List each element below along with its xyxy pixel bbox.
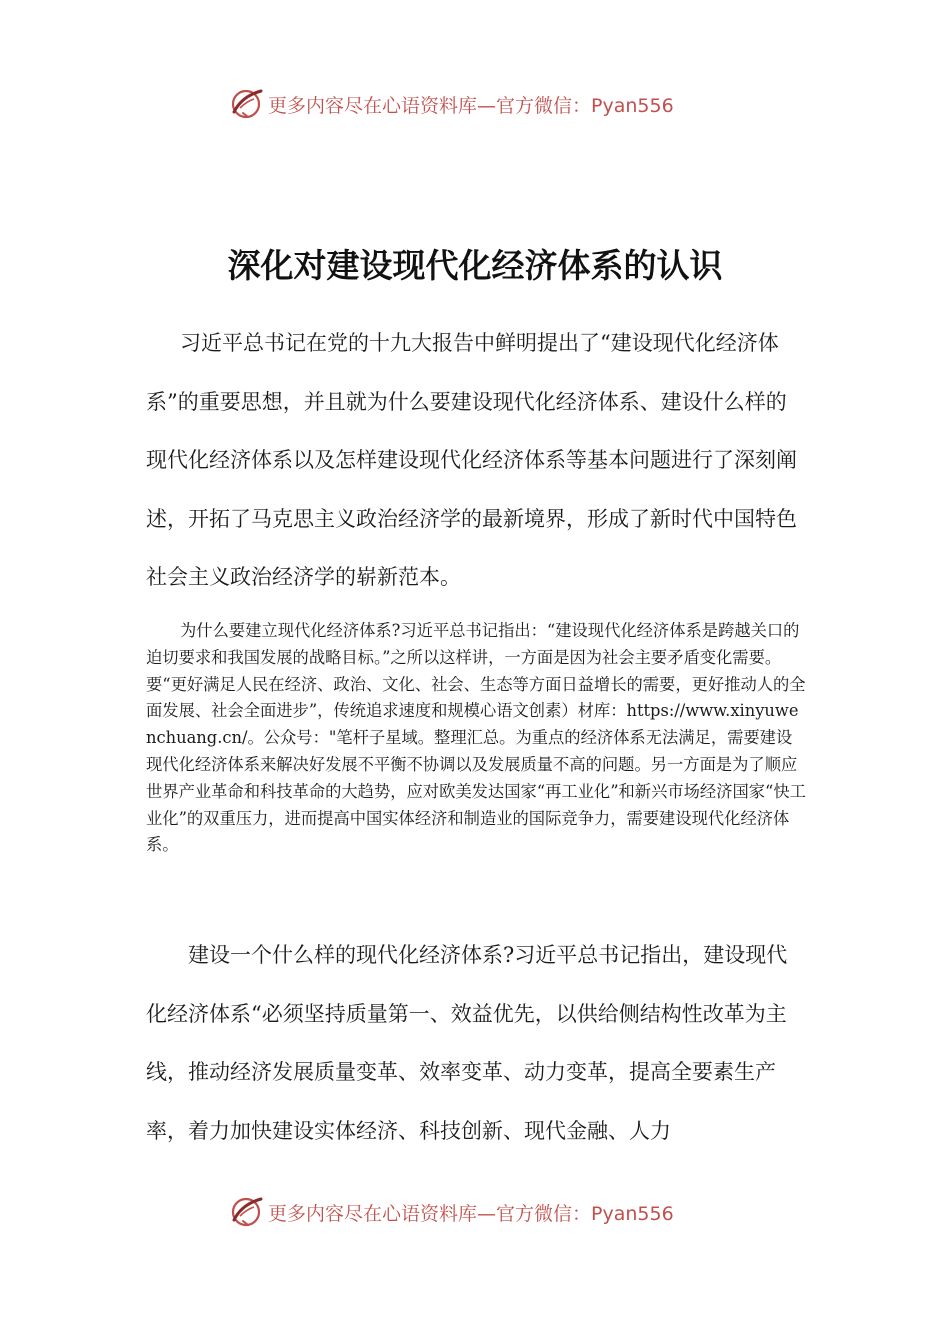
paragraph-what: 建设一个什么样的现代化经济体系?习近平总书记指出，建设现代化经济体系“必须坚持质量第一、效益优先，以供给侧结构性改革为主线，推动经济发展质量变革、效率变革、动力变革，提高全要素生产率，着力加快建设实体经济、科技创新、现代金融、人力 (146, 943, 788, 1143)
footer-banner-text: 更多内容尽在心语资料库—官方微信：Pyan556 (268, 1202, 674, 1225)
page-title: 深化对建设现代化经济体系的认识 (227, 246, 723, 285)
brand-logo-icon (228, 1194, 264, 1230)
paragraph-why: 为什么要建立现代化经济体系?习近平总书记指出：“建设现代化经济体系是跨越关口的迫切要求和我国发展的战略目标。”之所以这样讲，一方面是因为社会主要矛盾变化需要。要“更好满足人民在经济、政治、文化、社会、生态等方面日益增长的需要，更好推动人的全面发展、社会全面进步”，传统追求速度和规模心语文创素）材库：https://www.xinyuwenchuang.cn/。公众号："笔杆子星域。整理汇总。为重点的经济体系无法满足，需要建设现代化经济体系来解决好发展不平衡不协调以及发展质量不高的问题。另一方面是为了顺应世界产业革命和科技革命的大趋势，应对欧美发达国家“再工业化”和新兴市场经济国家“快工业化”的双重压力，进而提高中国实体经济和制造业的国际竞争力，需要建设现代化经济体系。 (146, 621, 806, 855)
header-banner-text: 更多内容尽在心语资料库—官方微信：Pyan556 (268, 94, 674, 117)
brand-logo-icon (228, 86, 264, 122)
header-banner (228, 84, 674, 124)
footer-banner (228, 1192, 674, 1232)
paragraph-intro: 习近平总书记在党的十九大报告中鲜明提出了“建设现代化经济体系”的重要思想，并且就为什么要建设现代化经济体系、建设什么样的现代化经济体系以及怎样建设现代化经济体系等基本问题进行了深刻阐述，开拓了马克思主义政治经济学的最新境界，形成了新时代中国特色社会主义政治经济学的崭新范本。 (146, 331, 797, 589)
